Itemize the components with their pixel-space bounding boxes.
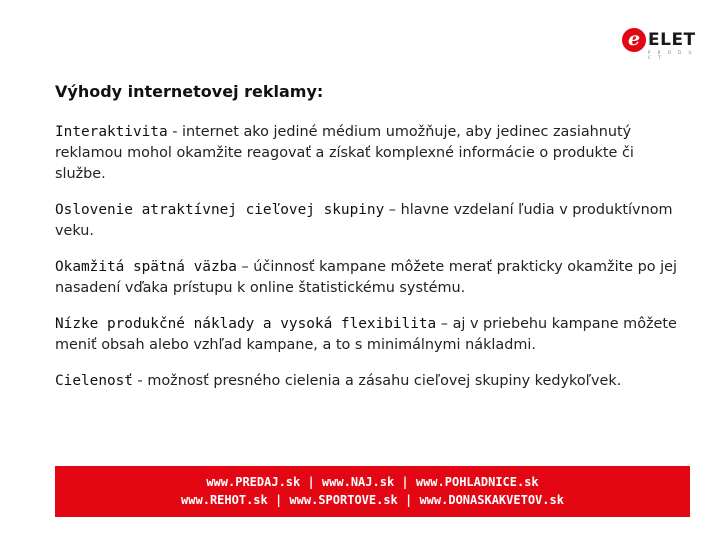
- benefits-list: [55, 122, 685, 407]
- benefit-targeting: [55, 371, 685, 392]
- benefit-text: - internet ako jediné médium umožňuje, aby jedinec zasiahnutý reklamou mohol okamžite reagovať a získať komplexné informácie o produkte či službe.: [55, 124, 634, 182]
- benefit-low-cost: [55, 314, 685, 356]
- elet-logo: [622, 28, 702, 58]
- logo-subtext: P R O D U C T: [648, 50, 695, 60]
- websites-banner: [55, 466, 690, 517]
- benefit-lead: Interaktivita: [55, 124, 168, 140]
- logo-text: ELET: [648, 30, 696, 50]
- banner-line-1: www.PREDAJ.sk | www.NAJ.sk | www.POHLADNICE.sk: [206, 475, 539, 489]
- logo-mark: e: [622, 28, 646, 52]
- benefit-lead: Oslovenie atraktívnej cieľovej skupiny: [55, 202, 385, 218]
- benefit-lead: Okamžitá spätná väzba: [55, 259, 237, 275]
- benefit-target-group: [55, 200, 685, 242]
- slide-title: Výhody internetovej reklamy:: [55, 82, 324, 101]
- banner-line-2: www.REHOT.sk | www.SPORTOVE.sk | www.DONASKAKVETOV.sk: [181, 493, 564, 507]
- benefit-text: – účinnosť kampane môžete merať prakticky okamžite po jej nasadení vďaka prístupu k online štatistickému systému.: [55, 259, 678, 296]
- benefit-text: – hlavne vzdelaní ľudia v produktívnom veku.: [55, 202, 673, 239]
- benefit-text: – aj v priebehu kampane môžete meniť obsah alebo vzhľad kampane, a to s minimálnymi nákladmi.: [55, 316, 677, 353]
- benefit-lead: Nízke produkčné náklady a vysoká flexibilita: [55, 316, 437, 332]
- benefit-text: - možnosť presného cielenia a zásahu cieľovej skupiny kedykoľvek.: [132, 373, 622, 389]
- benefit-lead: Cielenosť: [55, 373, 133, 389]
- benefit-interactivity: [55, 122, 685, 185]
- benefit-feedback: [55, 257, 685, 299]
